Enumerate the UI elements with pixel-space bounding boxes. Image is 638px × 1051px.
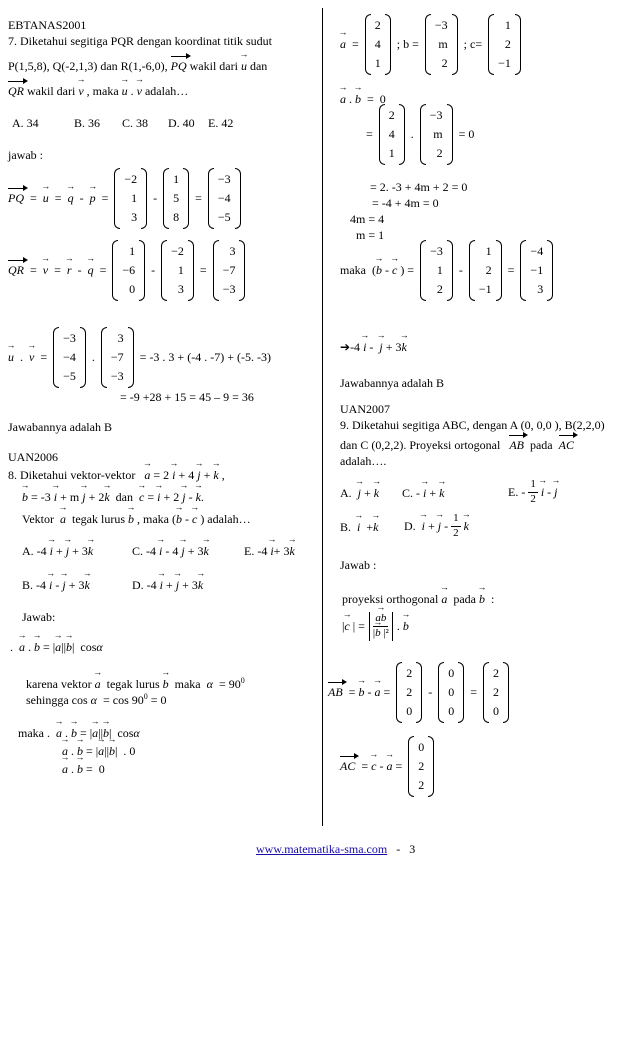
step-3: 4m = 4	[350, 212, 385, 226]
matrix: 1 5 8	[163, 168, 189, 229]
dot-product-definition: . → a . → b = |→ a||→ b| cosα	[10, 640, 103, 655]
q9-line2: dan C (0,2,2). Proyeksi ortogonal AB pada AC	[340, 438, 574, 452]
ac-vector-equation: AC = → c - → a = 0 2 2	[340, 736, 434, 797]
matrix: 2 2 0	[483, 662, 509, 723]
q9-jawab-label: Jawab :	[340, 558, 377, 572]
matrix: 1 2 −1	[488, 14, 521, 75]
q8-option-d: D. -4 → i + → j + 3→ k	[132, 578, 203, 593]
footer: www.matematika-sma.com - 3	[256, 842, 416, 856]
uv-dot-result: = -9 +28 + 15 = 45 – 9 = 36	[120, 390, 254, 404]
pq-equation: PQ = → u = → q - → p = −2 1 3 - 1 5 8 = −3 −4 −5	[8, 168, 241, 229]
projection-line: proyeksi orthogonal → a pada → b :	[342, 592, 494, 607]
b-minus-c-equation: maka (→ b - → c ) = −3 1 2 - 1 2 −1 = −4 −1 3	[340, 240, 553, 301]
q7-option-d: D. 40	[168, 116, 195, 130]
maka-line1: maka . → a . → b = |→ a||→ b| cosα	[18, 726, 140, 741]
q7-line1: 7. Diketahui segitiga PQR dengan koordinat titik sudut	[8, 34, 272, 48]
q8-line1: 8. Diketahui vektor-vektor → a = 2 → i + 4 → j + → k ,	[8, 468, 225, 483]
q7-option-b: B. 36	[74, 116, 101, 130]
matrix: 3 −7 −3	[101, 327, 134, 388]
q8-option-b: B. -4 → i - → j + 3→ k	[22, 578, 90, 593]
matrix: −3 −4 −5	[208, 168, 241, 229]
matrix: −3 1 2	[420, 240, 453, 301]
q8-jawab-label: Jawab:	[22, 610, 56, 624]
projection-formula: |→ c | = → $\frac{ab}{\text{|→ b |²}}$ . → b	[342, 612, 409, 641]
q7-option-c: C. 38	[122, 116, 149, 130]
source-label-ebtanas: EBTANAS2001	[8, 18, 87, 32]
matrix: −4 −1 3	[520, 240, 553, 301]
q8-line2: → b = -3 → i + m → j + 2→ k dan → c = → i + 2 → j - → k.	[22, 490, 204, 505]
q9-line3: adalah….	[340, 454, 387, 468]
maka-line2: → a . → b = |→ a||→ b| . 0	[62, 744, 135, 759]
source-label-uan2007: UAN2007	[340, 402, 390, 416]
matrix: −2 1 3	[114, 168, 147, 229]
q7-option-e: E. 42	[208, 116, 234, 130]
step-1: = 2. -3 + 4m + 2 = 0	[370, 180, 468, 194]
q9-line1: 9. Diketahui segitiga ABC, dengan A (0, 0,0 ), B(2,2,0)	[340, 418, 605, 432]
ab-vector-equation: AB = → b - → a = 2 2 0 - 0 0 0 = 2 2 0	[328, 662, 509, 723]
q8-option-c: C. -4 → i - 4 → j + 3→ k	[132, 544, 209, 559]
q7-line3: QR wakil dari → v , maka → u . → v adalah…	[8, 84, 188, 99]
matrix: 0 0 0	[438, 662, 464, 723]
maka-line3: → a . → b = 0	[62, 762, 105, 777]
qr-equation: QR = → v = → r - → q = 1 −6 0 - −2 1 3 = 3 −7 −3	[8, 240, 245, 301]
website-link[interactable]: www.matematika-sma.com	[256, 842, 388, 856]
matrix: −3 m 2	[420, 104, 453, 165]
ab-matrix-product: = 2 4 1 . −3 m 2 = 0	[366, 104, 474, 165]
q9-option-b: B. → i +→ k	[340, 520, 378, 535]
matrix: 0 2 2	[408, 736, 434, 797]
q7-option-a: A. 34	[12, 116, 39, 130]
matrix: 1 2 −1	[469, 240, 502, 301]
arrow-right-icon: ➔	[340, 340, 351, 354]
q9-option-d: D. → i + → j - $\frac{1}{2}$ → k	[404, 512, 469, 541]
q7-jawab-label: jawab :	[8, 148, 43, 162]
sehingga-line: sehingga $\cos \alpha = \cos 90^0 = 0$	[26, 692, 167, 707]
matrix: 1 −6 0	[112, 240, 145, 301]
matrix: −3 m 2	[425, 14, 458, 75]
uv-dot-equation: → u . → v = −3 −4 −5 . 3 −7 −3 = -3 . 3 + (-4 . -7) + (-5. -3)	[8, 327, 271, 388]
matrix: −3 −4 −5	[53, 327, 86, 388]
q8-line3: Vektor → a tegak lurus → b , maka (→ b - → c ) adalah…	[22, 512, 251, 527]
q8-option-a: A. -4 → i + → j + 3→ k	[22, 544, 93, 559]
matrix: 3 −7 −3	[213, 240, 246, 301]
q9-option-e: E. - $\frac{1}{2}$ → i - → j	[508, 478, 558, 507]
page-number: 3	[409, 842, 416, 856]
matrix: 2 2 0	[396, 662, 422, 723]
q8-option-e: E. -4 → i+ 3→ k	[244, 544, 295, 559]
ab-zero: → a . → b = 0	[340, 92, 386, 107]
column-divider	[322, 8, 323, 826]
step-4: m = 1	[356, 228, 385, 242]
q7-answer: Jawabannya adalah B	[8, 420, 112, 434]
matrix: 2 4 1	[365, 14, 391, 75]
matrix: −2 1 3	[161, 240, 194, 301]
karena-line: karena vektor → a tegak lurus → b maka $\alpha = 90^0$	[26, 676, 245, 692]
result-line: ➔-4 → i - → j + 3→ k	[340, 340, 407, 355]
matrix: 2 4 1	[379, 104, 405, 165]
step-2: = -4 + 4m = 0	[372, 196, 439, 210]
q7-line2: P(1,5,8), Q(-2,1,3) dan R(1,-6,0), PQ wakil dari → u dan	[8, 59, 267, 74]
vectors-abc: → a = 2 4 1 ; b = −3 m 2 ; c= 1 2 −1	[340, 14, 521, 75]
q9-option-c: C. - → i + → k	[402, 486, 444, 501]
q8-answer: Jawabannya adalah B	[340, 376, 444, 390]
source-label-uan2006: UAN2006	[8, 450, 58, 464]
q9-option-a: A. → j + → k	[340, 486, 379, 501]
